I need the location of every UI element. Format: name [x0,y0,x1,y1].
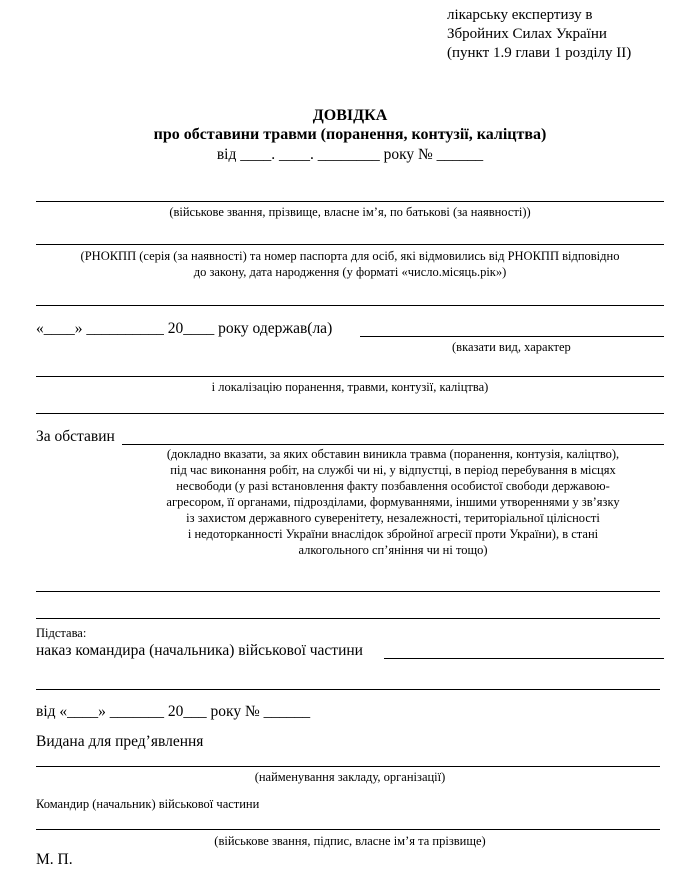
rnokpp-line [36,244,664,245]
circumstances-caption-line-7: алкогольного сп’яніння чи ні тощо) [298,543,488,557]
name-line [36,201,664,202]
stamp-label: М. П. [36,851,73,868]
blank-line-5 [36,689,660,690]
issued-for-label: Видана для пред’явлення [36,733,204,750]
order-date-line: від «____» _______ 20___ року № ______ [36,703,311,720]
header-line-3: (пункт 1.9 глави 1 розділу II) [447,45,632,61]
circumstances-caption [122,446,664,558]
caption-institution: (найменування закладу, організації) [254,770,446,784]
blank-line-1 [36,305,664,306]
circumstances-caption-line-2: під час виконання робіт, на службі чи ні, у відпустці, в період перебування в місцях [170,463,616,477]
basis-label: Підстава: [36,626,87,640]
circumstances-caption-line-1: (докладно вказати, за яких обставин виникла травма (поранення, контузія, каліцтво), [166,447,620,461]
document-title: ДОВІДКА [312,107,388,124]
caption-kind: (вказати вид, характер [452,340,571,354]
blank-line-2 [36,413,664,414]
date-number-line: від ____. ____. ________ року № ______ [216,146,484,163]
institution-line [36,766,660,767]
commander-label: Командир (начальник) військової частини [36,797,260,811]
circumstances-caption-line-4: агресором, її органами, підрозділами, формуваннями, іншими утвореннями у зв’язку [166,495,620,509]
blank-line-4 [36,618,660,619]
caption-rnokpp-2: до закону, дата народження (у форматі «число.місяць.рік») [193,265,507,279]
circumstances-caption-line-6: і недоторканності України внаслідок збройної агресії проти України), в стані [187,527,599,541]
header-line-1: лікарську експертизу в [447,7,593,23]
received-line: «____» __________ 20____ року одержав(ла) [36,320,333,337]
injury-kind-line [360,336,664,337]
header-line-2: Збройних Силах України [447,26,607,42]
caption-signature: (військове звання, підпис, власне ім’я та прізвище) [214,834,486,848]
caption-localization: і локалізацію поранення, травми, контузії, каліцтва) [211,380,489,394]
caption-rnokpp-1: (РНОКПП (серія (за наявності) та номер паспорта для осіб, які відмовились від РНОКПП відповідно [80,249,620,263]
circumstances-caption-line-3: несвободи (у разі встановлення факту позбавлення особистої свободи державою- [176,479,610,493]
signature-line [36,829,660,830]
caption-name: (військове звання, прізвище, власне ім’я, по батькові (за наявності)) [169,205,531,219]
localization-line [36,376,664,377]
document-subtitle: про обставини травми (поранення, контузії, каліцтва) [153,126,547,143]
blank-line-3 [36,591,660,592]
circumstances-caption-line-5: із захистом державного суверенітету, незалежності, територіальної цілісності [186,511,600,525]
circumstances-line [122,444,664,445]
circumstances-label: За обставин [36,428,115,445]
order-unit-line [384,658,664,659]
order-label: наказ командира (начальника) військової частини [36,642,363,659]
